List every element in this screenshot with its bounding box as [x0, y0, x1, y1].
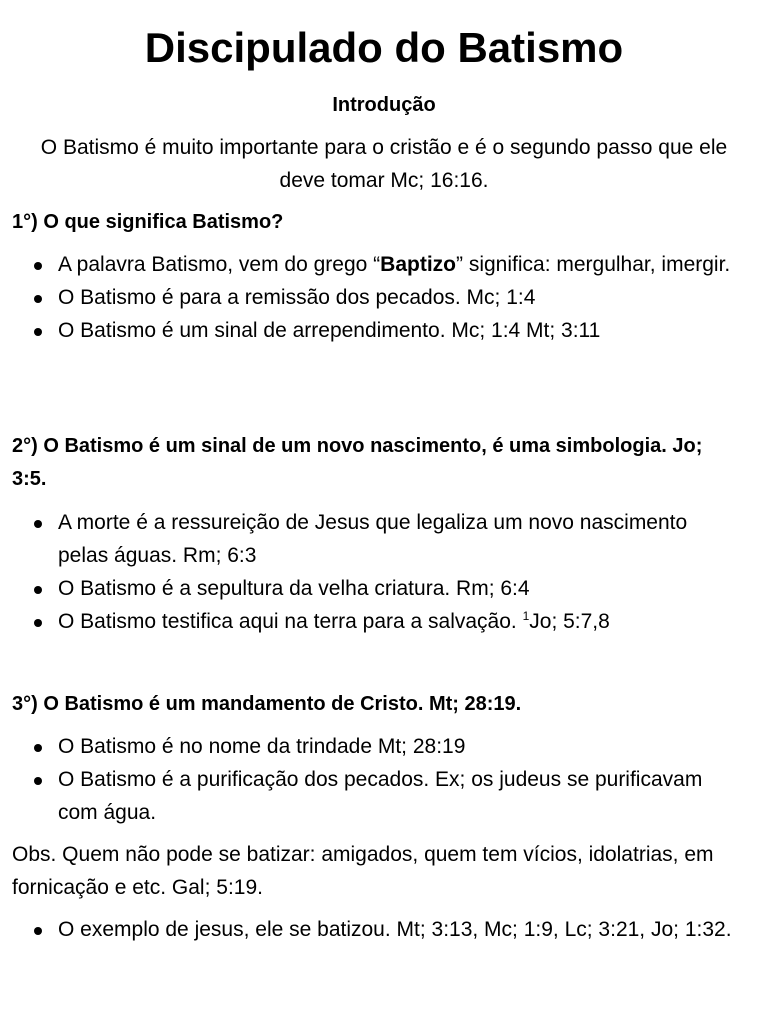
list-item	[12, 506, 742, 572]
list-item	[12, 248, 742, 281]
list-item-text: O Batismo é para a remissão dos pecados. Mc; 1:4	[58, 286, 536, 309]
list-item-text: A morte é a ressureição de Jesus que legaliza um novo nascimento pelas águas. Rm; 6:3	[58, 511, 688, 567]
section-1-heading: 1°) O que significa Batismo?	[12, 211, 284, 233]
list-item	[12, 572, 742, 605]
section-1-list	[12, 248, 742, 347]
observation-paragraph: Obs. Quem não pode se batizar: amigados, quem tem vícios, idolatrias, em fornicação e etc. Gal; 5:19.	[12, 843, 714, 899]
superscript-number: 1	[522, 609, 530, 623]
list-item	[12, 730, 742, 763]
list-item-text-post: Jo; 5:7,8	[529, 610, 610, 633]
intro-heading: Introdução	[332, 94, 436, 116]
bullet-icon	[34, 927, 42, 935]
list-item-bold-word: Baptizo	[380, 253, 456, 276]
bullet-icon	[34, 586, 42, 594]
section-3-list	[12, 730, 742, 829]
list-item-text-pre: O Batismo testifica aqui na terra para a salvação.	[58, 610, 523, 633]
list-item-text: O Batismo é a sepultura da velha criatura. Rm; 6:4	[58, 577, 530, 600]
list-item-text: O Batismo é no nome da trindade Mt; 28:19	[58, 735, 466, 758]
list-item	[12, 913, 742, 946]
page-title: Discipulado do Batismo	[144, 24, 624, 71]
list-item-text: O exemplo de jesus, ele se batizou. Mt; 3:13, Mc; 1:9, Lc; 3:21, Jo; 1:32.	[58, 918, 732, 941]
section-3-heading: 3°) O Batismo é um mandamento de Cristo. Mt; 28:19.	[12, 693, 522, 715]
list-item-text: O Batismo é um sinal de arrependimento. Mc; 1:4 Mt; 3:11	[58, 319, 601, 342]
list-item-text-post: ” significa: mergulhar, imergir.	[456, 253, 731, 276]
list-item-text-pre: A palavra Batismo, vem do grego “	[58, 253, 381, 276]
section-2-list	[12, 506, 742, 638]
intro-paragraph: O Batismo é muito importante para o cristão e é o segundo passo que ele deve tomar Mc; 16:16.	[40, 136, 728, 192]
bullet-icon	[34, 262, 42, 270]
final-list	[12, 913, 742, 946]
bullet-icon	[34, 777, 42, 785]
section-2-heading: 2°) O Batismo é um sinal de um novo nascimento, é uma simbologia. Jo; 3:5.	[12, 435, 703, 490]
bullet-icon	[34, 744, 42, 752]
list-item	[12, 281, 742, 314]
list-item	[12, 763, 742, 829]
list-item-text: O Batismo é a purificação dos pecados. Ex; os judeus se purificavam com água.	[58, 768, 703, 824]
bullet-icon	[34, 520, 42, 528]
bullet-icon	[34, 328, 42, 336]
bullet-icon	[34, 619, 42, 627]
list-item	[12, 314, 742, 347]
bullet-icon	[34, 295, 42, 303]
list-item	[12, 605, 742, 638]
